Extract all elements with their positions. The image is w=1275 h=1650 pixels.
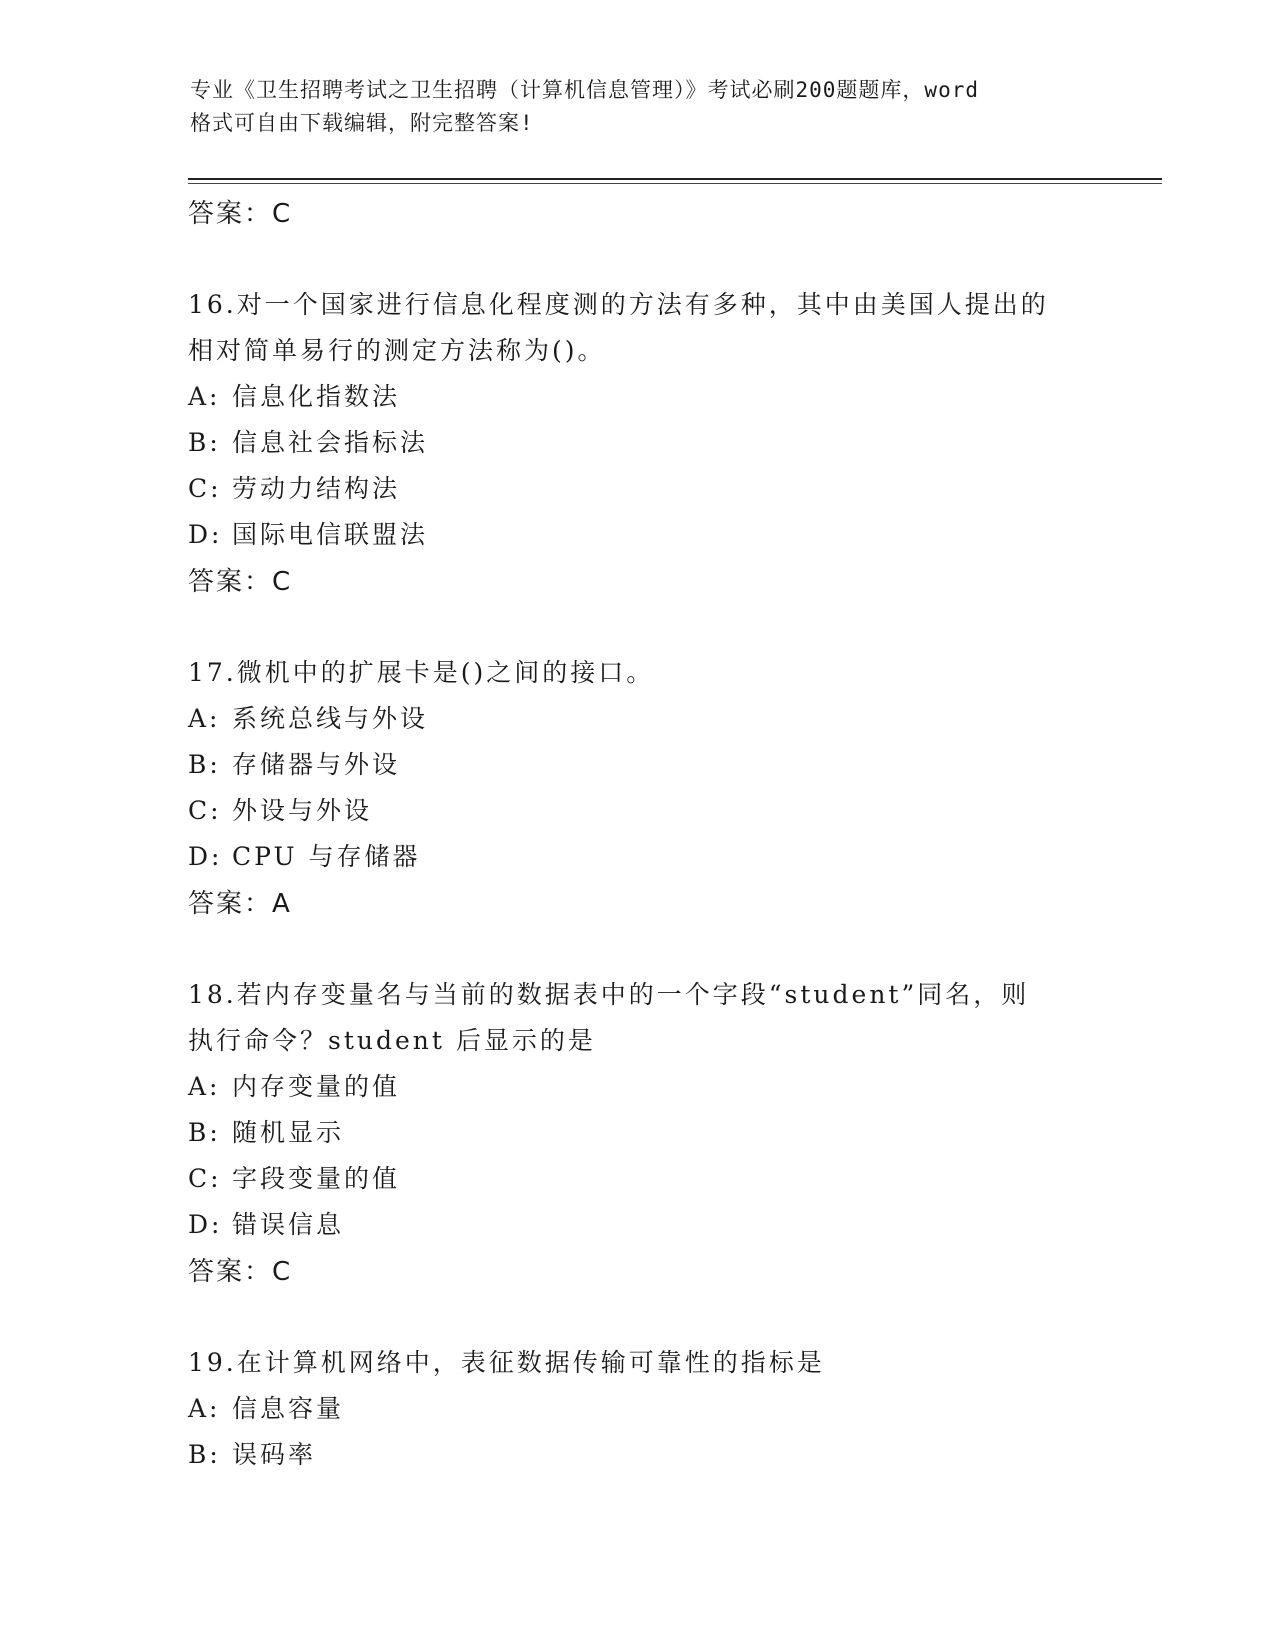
option-label: A: <box>188 704 221 733</box>
option-d <box>188 512 1128 558</box>
answer-line: 答案：A <box>188 889 292 919</box>
option-b <box>188 742 1128 788</box>
option-c <box>188 1156 1128 1202</box>
question-block-16 <box>188 282 1128 606</box>
question-stem: 17.微机中的扩展卡是()之间的接口。 <box>188 658 655 687</box>
option-label: A: <box>188 1394 221 1423</box>
option-text: 信息化指数法 <box>232 382 401 411</box>
option-label: A: <box>188 382 221 411</box>
option-text: 错误信息 <box>232 1210 345 1239</box>
question-list <box>188 190 1128 1478</box>
question-block-18 <box>188 972 1128 1296</box>
option-label: D: <box>188 1210 223 1239</box>
header-divider-thin <box>188 183 1162 184</box>
option-text: 存储器与外设 <box>232 750 401 779</box>
question-block-17 <box>188 650 1128 928</box>
option-label: C: <box>188 1164 222 1193</box>
option-text: 劳动力结构法 <box>232 474 401 503</box>
option-label: C: <box>188 796 222 825</box>
answer-line: 答案：C <box>188 1257 293 1287</box>
option-c <box>188 788 1128 834</box>
question-block-19 <box>188 1340 1128 1478</box>
option-text: CPU 与存储器 <box>232 842 421 871</box>
option-a <box>188 1064 1128 1110</box>
option-c <box>188 466 1128 512</box>
option-text: 内存变量的值 <box>232 1072 401 1101</box>
header-title-line-2: 格式可自由下载编辑，附完整答案! <box>190 111 534 135</box>
option-text: 系统总线与外设 <box>232 704 429 733</box>
option-text: 信息社会指标法 <box>232 428 429 457</box>
option-a <box>188 374 1128 420</box>
header-divider-thick <box>188 178 1162 180</box>
question-stem-continued: 相对简单易行的测定方法称为()。 <box>188 336 606 365</box>
option-label: D: <box>188 520 223 549</box>
option-text: 外设与外设 <box>232 796 373 825</box>
option-text: 字段变量的值 <box>232 1164 401 1193</box>
option-label: B: <box>188 750 221 779</box>
option-label: C: <box>188 474 222 503</box>
question-stem: 16.对一个国家进行信息化程度测的方法有多种，其中由美国人提出的 <box>188 290 1049 319</box>
option-a <box>188 696 1128 742</box>
option-d <box>188 834 1128 880</box>
option-label: B: <box>188 428 221 457</box>
answer-line: 答案：C <box>188 567 293 597</box>
option-text: 国际电信联盟法 <box>232 520 429 549</box>
option-text: 信息容量 <box>232 1394 345 1423</box>
option-text: 随机显示 <box>232 1118 345 1147</box>
question-stem: 18.若内存变量名与当前的数据表中的一个字段“student”同名，则 <box>188 980 1030 1009</box>
option-text: 误码率 <box>232 1440 317 1469</box>
option-label: B: <box>188 1440 221 1469</box>
question-stem-continued: 执行命令？student 后显示的是 <box>188 1026 596 1055</box>
option-label: D: <box>188 842 223 871</box>
header-title-line-1: 专业《卫生招聘考试之卫生招聘（计算机信息管理）》考试必刷200题题库，word <box>190 78 979 102</box>
option-b <box>188 1110 1128 1156</box>
answer-line: 答案：C <box>188 199 293 229</box>
option-label: B: <box>188 1118 221 1147</box>
question-stem: 19.在计算机网络中，表征数据传输可靠性的指标是 <box>188 1348 825 1377</box>
option-d <box>188 1202 1128 1248</box>
option-b <box>188 1432 1128 1478</box>
document-header <box>190 74 1090 140</box>
option-label: A: <box>188 1072 221 1101</box>
option-b <box>188 420 1128 466</box>
option-a <box>188 1386 1128 1432</box>
